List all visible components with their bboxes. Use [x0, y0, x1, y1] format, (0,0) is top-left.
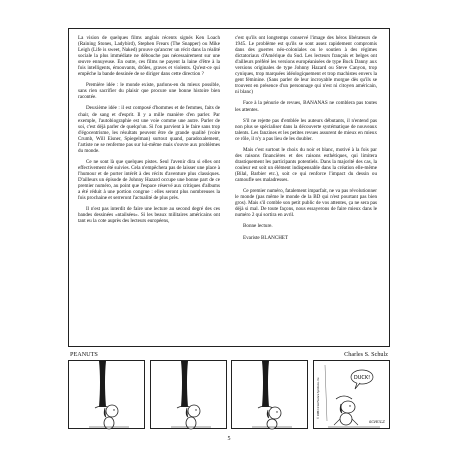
paragraph: Ce premier numéro, fatalement imparfait, ne va pas révolutionner le monde (pas même le monde de la BD qui n'est pourtant pas bien gros). Mais s'il comble son petit public de vos attentes, ça ne sera pas déjà si mal. De toute façons, nous essayerons de faire mieux dans le numéro 2 qui sortira en avril. [235, 188, 377, 219]
paragraph: Mais c'est surtout le choix du noir et blanc, motivé à la fois par des raisons financières et des raisons esthétiques, qui limitera drastiquement les participants potentiels. Dans la majorité des cas, la couleur est soit un élément indispensable dans la création elle-même (Bilal, Barbier etc.), soit ce qui renforce l'impact du dessin ou camoufle ses maladresses. [235, 146, 377, 183]
paragraph: Face à la pénurie de revues, BANANAS ne comblera pas toutes les attentes. [235, 100, 377, 113]
paragraph: c'est qu'ils ont longtemps conservé l'image des héros libérateurs de 1945. Le problème est qu'ils se sont assez rapidement compromis dans des guerres néo-coloniales ou le soutien à des régimes dictatoriaux d'Amérique du Sud. Les lecteurs français et belges ont d'ailleurs préféré les versions européanisées de type Buck Danny aux versions originales de type Johnny Hazard ou Steve Canyon, trop cyniques, trop marquées idéologiquement et trop machistes envers la gent féminine. (Sans parler de leur incroyable morgue dès qu'ils se trouvent en présence d'un personnage qui n'est ni citoyen américain, ni blanc) [235, 35, 377, 96]
comic-panel-4 [313, 360, 390, 429]
paragraph: Première idée : le monde existe, parlons-en du mieux possible, sans rien sacrifier du plaisir que procure une bonne histoire bien racontée. [78, 82, 220, 101]
copyright-text: © 1988 United Feature Syndicate, Inc. [316, 376, 320, 419]
panel-3-drawing [232, 361, 309, 430]
comic-title: PEANUTS [70, 351, 98, 358]
panel-4-drawing [314, 361, 391, 430]
article-frame [68, 28, 390, 347]
left-column [78, 35, 220, 229]
comic-panel-1 [68, 360, 145, 429]
paragraph: Deuxième idée : il est composé d'hommes et de femmes, faits de chair, de sang et d'esprit. Il y a mille manière d'en parler. Par exemple, l'autobiographie est une voie comme une autre. Parler de soi, c'est déjà parler de quelqu'un. Si l'on parvient à le faire sans trop d'égocentrisme, les résultats peuvent être de grande qualité (voire Crumb, Will Eisner, Spiegelman) surtout quand, paradoxalement, l'artiste ne se renferme pas sur lui-même mais s'ouvre aux problèmes du monde. [78, 105, 220, 154]
panel-2-drawing [151, 361, 228, 430]
comic-panel-3 [231, 360, 308, 429]
paragraph: Ce ne sont là que quelques pistes. Seul l'avenir dira si elles ont effectivement été suivies. Cela n'empêchera pas de laisser une place à l'humour et de porter intérêt à des récits d'aventure plus classiques. D'ailleurs un épisode de Johnny Hazard occupe une bonne part de ce premier numéro, au point que l'espace réservé aux critiques d'albums a été réduit à une portion congrue : elles seront plus nombreuses la fois prochaine et serreront l'actualité de plus près. [78, 158, 220, 202]
copyright-line [325, 365, 327, 421]
paragraph: Bonne lecture. [243, 223, 273, 230]
author-signature: Evariste BLANCHET [243, 235, 289, 242]
comic-author: Charles S. Schulz [344, 351, 388, 358]
paragraph: La vision de quelques films anglais récents signés Ken Loach (Raining Stones, Ladybird), Stephen Frears (The Snapper) ou Mike Leigh (Life is sweet, Naked) prouve qu'ancrer un récit dans la réalité sociale la plus immédiate ne débouche pas nécessairement sur une œuvre ennuyeuse. En outre, ces films ne payent la laine d'être à la fois intelligents, émouvants, drôles, graves et violents. Qu'est-ce qui empêche la bande dessinée de se diriger dans cette direction ? [78, 35, 220, 78]
bubble-text: DUCK! [353, 375, 371, 381]
comic-panel-2 [150, 360, 227, 429]
comic-strip [68, 360, 390, 429]
comic-header [70, 351, 388, 358]
paragraph: S'il ne rejette pas d'emblée les auteurs débutants, il n'entend pas non plus se spécialiser dans la découverte systématique de nouveaux talents. Les fanzines et les petites revues assurent de mieux en mieux ce rôle, il n'y a pas lieu de les doubler. [235, 117, 377, 142]
paragraph: Il n'est pas interdit de faire une lecture au second degré des ces bandes dessinées «ntailsées». Si les beaux militaires américains ont tant eu la cote auprès des lecteurs européens, [78, 206, 220, 225]
artist-signature: SCHULZ [368, 420, 385, 424]
page-number: 5 [227, 436, 231, 442]
panel-1-drawing [69, 361, 146, 430]
right-column [235, 35, 377, 246]
